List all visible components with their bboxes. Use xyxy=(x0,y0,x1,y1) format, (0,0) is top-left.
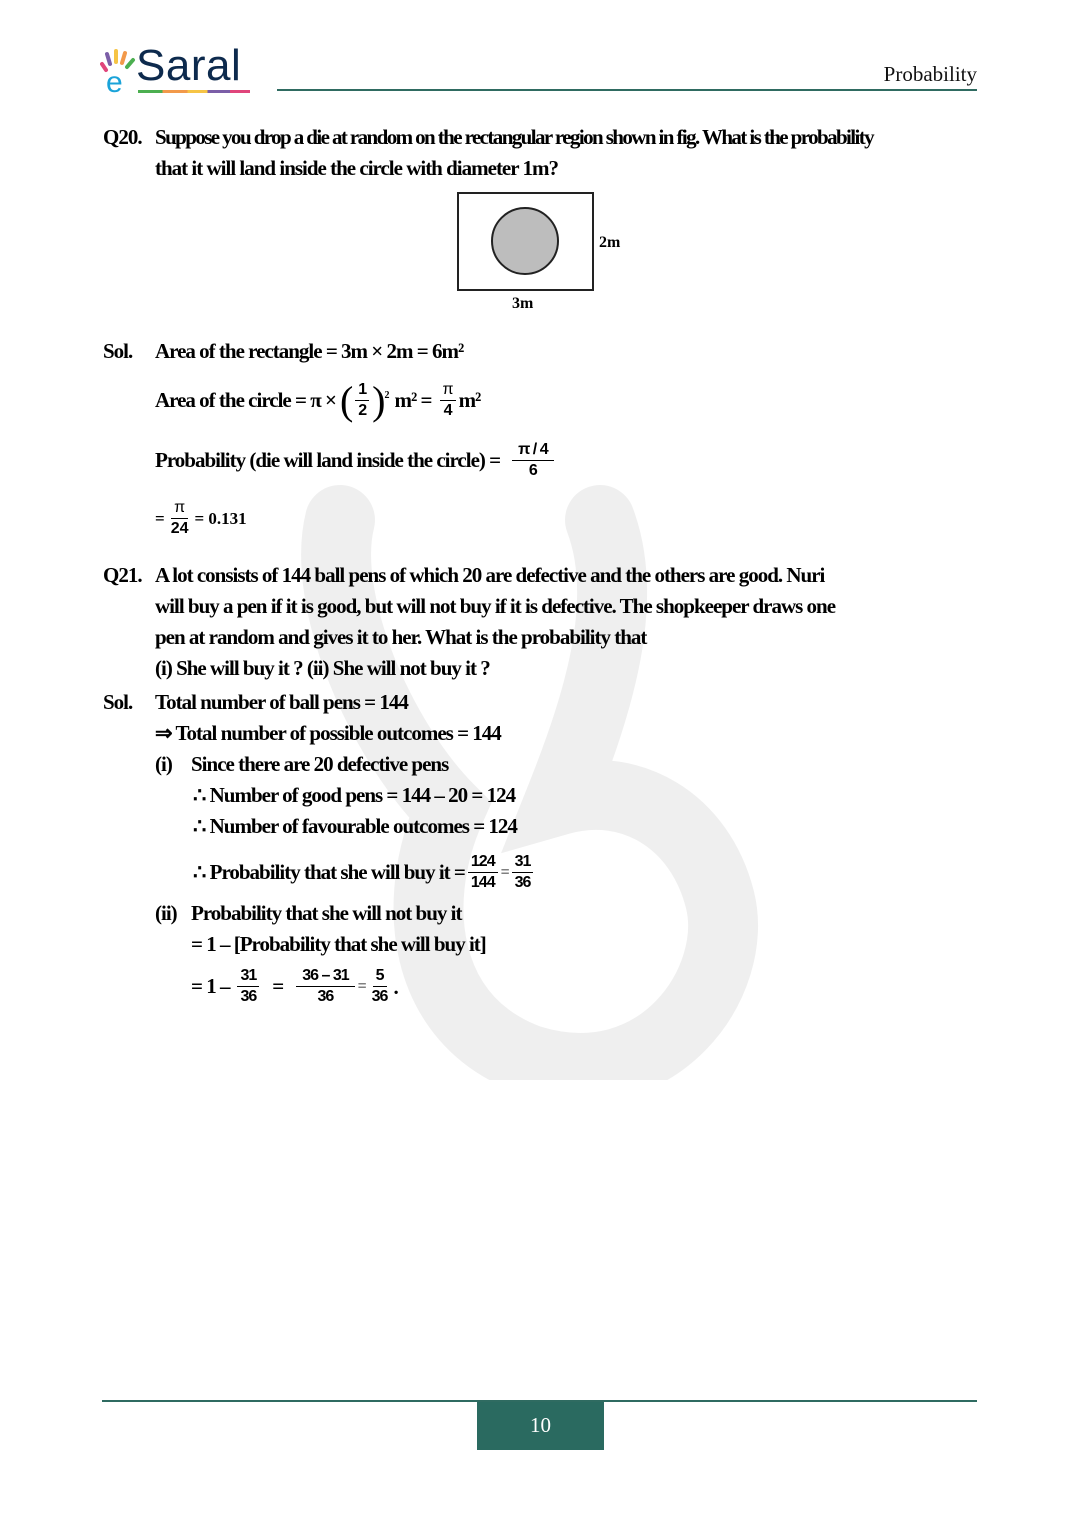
logo-underline xyxy=(138,90,250,93)
question-number: Q21. xyxy=(103,563,142,587)
solution-21-part2: (ii) Probability that she will not buy it = 1 – [Probability that she will buy it] xyxy=(155,901,486,956)
solution-20-result: = $\frac{\pi}{24}$ = 0.131 xyxy=(155,499,247,537)
height-label: 2m xyxy=(599,234,621,251)
solution-20-probability: Probability (die will land inside the circle) = $\frac{\pi / 4}{6}$ xyxy=(155,440,557,481)
solution-21: Sol. Total number of ball pens = 144 ⇒ Total number of possible outcomes = 144 (i) Since there are 20 defective pens ∴ Number of good pens = 144 – 20 = 124 ∴ Number of favourable outcomes = 124 xyxy=(103,690,517,838)
header-rule xyxy=(277,89,977,91)
solution-21-part2-result: = 1 – $\frac{31}{36}$ = $\frac{36 - 31}{36}$ = $\frac{5}{36}$ . xyxy=(191,967,398,1005)
page-number: 10 xyxy=(477,1402,604,1450)
question-20: Q20. Suppose you drop a die at random on the rectangular region shown in fig. What is the probability that it will land inside the circle with diameter 1m? xyxy=(103,122,983,184)
width-label: 3m xyxy=(512,295,534,312)
logo-text: Saral xyxy=(136,41,242,90)
hand-logo-icon xyxy=(100,46,140,94)
solution-20-circle-area: Area of the circle = π × ( $\frac{1}{2}$ ) 2 m² = $\frac{\pi}{4}$ m² xyxy=(155,378,481,423)
question-number: Q20. xyxy=(103,125,142,149)
esaral-logo xyxy=(100,41,250,94)
svg-text:e: e xyxy=(106,66,123,94)
solution-20-line1: Sol. Area of the rectangle = 3m × 2m = 6m² xyxy=(103,339,464,363)
solution-21-part1-probability: ∴ Probability that she will buy it = $\frac{124}{144}$ = $\frac{31}{36}$ xyxy=(193,852,536,893)
circle-figure xyxy=(491,207,559,275)
chapter-title: Probability xyxy=(883,62,977,86)
question-21: Q21. A lot consists of 144 ball pens of which 20 are defective and the others are good. Nuri will buy a pen if it is good, but will not buy if it is defective. The shopkeeper draws one pen at random and gives it to her. What is the probability that (i) She will buy it ? (ii) She will not buy it ? xyxy=(103,560,983,684)
